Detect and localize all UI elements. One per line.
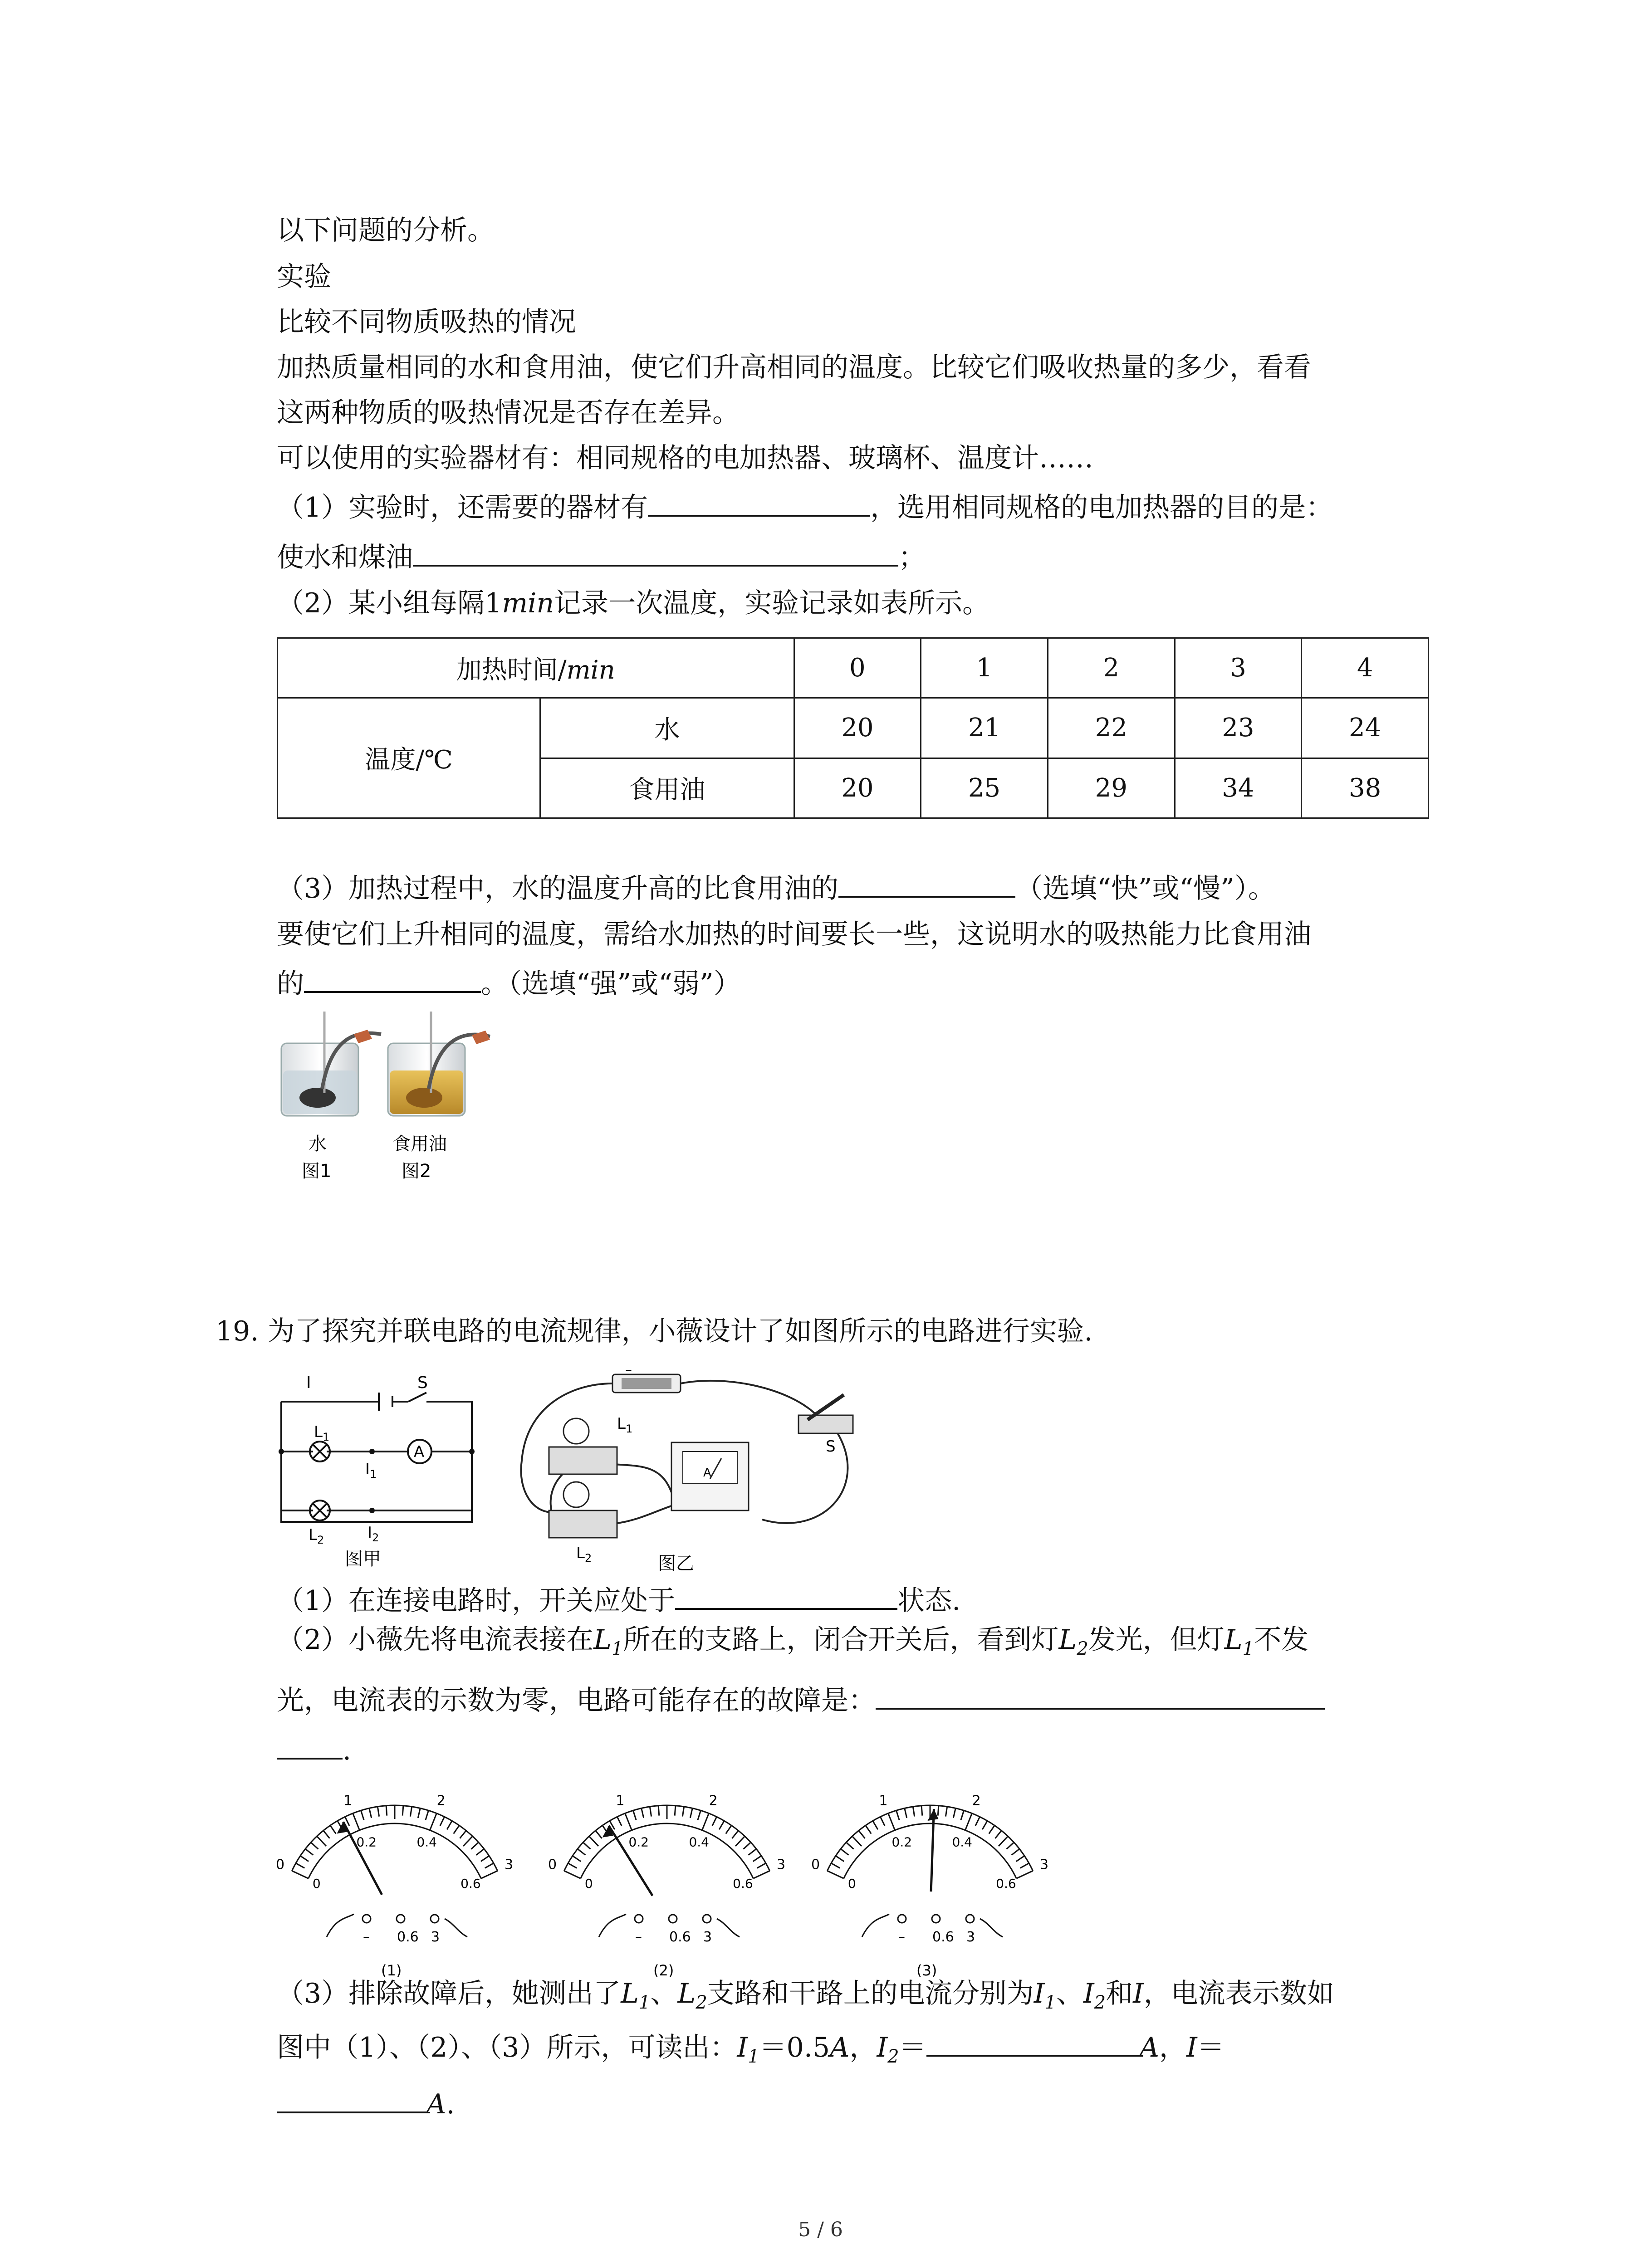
q18-equipment: 可以使用的实验器材有：相同规格的电加热器、玻璃杯、温度计…… bbox=[277, 442, 1093, 474]
terminal-label: 3 bbox=[703, 1929, 712, 1945]
sym-I: I bbox=[1133, 1978, 1144, 2009]
lower-tick-label: 0 bbox=[584, 1876, 593, 1891]
q18-p3-text-e: 。（选填“强”或“弱”） bbox=[481, 968, 741, 1000]
table-label-oil: 食用油 bbox=[540, 758, 794, 818]
upper-tick-label: 2 bbox=[972, 1793, 981, 1809]
label-fig-jia: 图甲 bbox=[345, 1549, 381, 1569]
q19-p3-text-f: ，电流表示数如 bbox=[1143, 1978, 1334, 2009]
q19-p1-text-b: 状态. bbox=[897, 1585, 961, 1617]
q19-p1-text-a: （1）在连接电路时，开关应处于 bbox=[277, 1585, 676, 1617]
q19-p3-text-c: 支路和干路上的电流分别为 bbox=[707, 1978, 1034, 2009]
table-cell: 23 bbox=[1175, 698, 1302, 758]
q18-p2-text-b: 记录一次温度，实验记录如表所示。 bbox=[554, 587, 990, 619]
q18-topic: 比较不同物质吸热的情况 bbox=[277, 306, 576, 338]
q18-p3-blank-speed[interactable] bbox=[838, 869, 1015, 898]
q18-section: 实验 bbox=[277, 261, 331, 293]
ammeter-label: (3) bbox=[916, 1962, 937, 1978]
ammeter-needle bbox=[343, 1822, 382, 1895]
table-cell: 20 bbox=[794, 698, 921, 758]
label-yi-S: S bbox=[826, 1437, 836, 1456]
q18-desc-1: 加热质量相同的水和食用油，使它们升高相同的温度。比较它们吸收热量的多少，看看 bbox=[277, 352, 1311, 383]
table-cell: 25 bbox=[921, 758, 1048, 818]
ammeter-readings bbox=[272, 1769, 1452, 1978]
q18-p2-text-a: （2）某小组每隔1 bbox=[277, 587, 502, 619]
ammeter-dial bbox=[276, 1793, 513, 1978]
page-number: 5 / 6 bbox=[798, 2218, 843, 2241]
q19-p2-blank-fault-cont[interactable] bbox=[277, 1730, 343, 1760]
q18-p3-text-d: 的 bbox=[277, 968, 304, 1000]
q19-p3-text-m: . bbox=[446, 2088, 455, 2120]
q19-p3-text-g: 图中（1）、（2）、（3）所示，可读出： bbox=[277, 2032, 737, 2063]
upper-tick-label: 2 bbox=[709, 1793, 718, 1809]
sym-A: A bbox=[830, 2032, 850, 2063]
table-cell: 20 bbox=[794, 758, 921, 818]
upper-tick-label: 3 bbox=[776, 1857, 786, 1873]
sym-I1-b: $I_1$ bbox=[737, 2032, 759, 2067]
q18-p1-text-a: （1）实验时，还需要的器材有 bbox=[277, 492, 648, 523]
q18-part-3 bbox=[277, 869, 1275, 907]
q19-part-2-cont bbox=[277, 1681, 1325, 1719]
sym-L1: $L_1$ bbox=[593, 1624, 623, 1659]
q19-p2-text-f: . bbox=[343, 1735, 352, 1766]
upper-tick-label: 0 bbox=[276, 1857, 285, 1873]
q19-p3-text-i: ， bbox=[849, 2032, 877, 2063]
lower-tick-label: 0.4 bbox=[952, 1834, 972, 1850]
label-S: S bbox=[417, 1374, 428, 1392]
q19-p2-text-e: 光，电流表的示数为零，电路可能存在的故障是： bbox=[277, 1685, 876, 1716]
label-water: 水 bbox=[309, 1134, 327, 1154]
table-cell: 0 bbox=[794, 638, 921, 698]
ammeter-needle bbox=[931, 1809, 934, 1892]
sym-A-c: A bbox=[426, 2088, 446, 2120]
q19-part-2 bbox=[277, 1622, 1308, 1667]
q19-p1-blank-switch[interactable] bbox=[675, 1581, 897, 1610]
terminal-label: – bbox=[898, 1929, 905, 1945]
q19-p3-blank-I[interactable] bbox=[277, 2084, 426, 2113]
q19-p3-text-l: ＝ bbox=[1197, 2032, 1225, 2063]
q18-p1-text-d: ； bbox=[898, 542, 926, 573]
q18-p3-text-a: （3）加热过程中，水的温度升高的比食用油的 bbox=[277, 873, 839, 904]
label-I: I bbox=[306, 1374, 311, 1392]
table-header-time: 加热时间/min bbox=[278, 638, 794, 698]
sym-I2-b: $I_2$ bbox=[877, 2032, 899, 2067]
lower-tick-label: 0.4 bbox=[416, 1834, 437, 1850]
sym-A-b: A bbox=[1139, 2032, 1159, 2063]
oil-beaker bbox=[388, 1012, 490, 1116]
table-cell: 21 bbox=[921, 698, 1048, 758]
q18-p1-text-c: 使水和煤油 bbox=[277, 542, 413, 573]
lower-tick-label: 0.6 bbox=[996, 1876, 1016, 1891]
q18-part-3-end bbox=[277, 964, 741, 1002]
q18-p1-text-b: ，选用相同规格的电加热器的目的是： bbox=[870, 492, 1333, 523]
lower-tick-label: 0.6 bbox=[733, 1876, 753, 1891]
water-beaker bbox=[281, 1012, 381, 1116]
sym-I-b: I bbox=[1186, 2032, 1197, 2063]
sym-L1-b: $L_1$ bbox=[1224, 1624, 1254, 1659]
q18-p2-unit: min bbox=[502, 587, 554, 619]
table-cell: 3 bbox=[1175, 638, 1302, 698]
upper-tick-label: 1 bbox=[343, 1793, 353, 1809]
beaker-figure bbox=[272, 1002, 517, 1193]
sym-I1: $I_1$ bbox=[1034, 1978, 1056, 2013]
q19-p2-blank-fault[interactable] bbox=[876, 1681, 1325, 1710]
label-fig2: 图2 bbox=[402, 1161, 431, 1182]
circuit-diagram-jia bbox=[272, 1361, 481, 1569]
q18-desc-2: 这两种物质的吸热情况是否存在差异。 bbox=[277, 397, 740, 429]
upper-tick-label: 1 bbox=[879, 1793, 888, 1809]
table-row-time bbox=[278, 638, 1429, 698]
terminal-label: 3 bbox=[966, 1929, 975, 1945]
label-yi-L1: $L_1$ bbox=[617, 1415, 633, 1435]
label-L2: $L_2$ bbox=[309, 1526, 324, 1546]
battery-minus: – bbox=[625, 1362, 632, 1378]
label-fig1: 图1 bbox=[302, 1161, 332, 1182]
ammeter-symbol: A bbox=[414, 1443, 425, 1461]
ammeter-label: (2) bbox=[653, 1962, 674, 1978]
label-yi-L2: $L_2$ bbox=[576, 1544, 592, 1564]
q18-p3-text-b: （选填“快”或“慢”）。 bbox=[1015, 873, 1275, 904]
table-cell: 4 bbox=[1302, 638, 1429, 698]
label-I2: $I_2$ bbox=[367, 1524, 379, 1544]
q19-p3-text-d: 、 bbox=[1056, 1978, 1083, 2009]
q19-part-1 bbox=[277, 1581, 960, 1619]
q19-part-3-end bbox=[277, 2084, 455, 2122]
q18-p3-blank-ability[interactable] bbox=[304, 964, 481, 993]
sym-L2-c: $L_2$ bbox=[677, 1978, 707, 2013]
q19-p3-text-k: ， bbox=[1159, 2032, 1186, 2063]
q19-p3-text-h: ＝0.5 bbox=[759, 2032, 830, 2063]
q19-part-3-cont bbox=[277, 2028, 1225, 2075]
q19-p2-text-d: 不发 bbox=[1254, 1624, 1309, 1656]
q18-part-1-cont bbox=[277, 538, 926, 576]
table-header-temp: 温度/℃ bbox=[278, 698, 540, 818]
label-fig-yi: 图乙 bbox=[658, 1553, 694, 1574]
q19-p2-text-b: 所在的支路上，闭合开关后，看到灯 bbox=[623, 1624, 1059, 1656]
ammeter-dial bbox=[811, 1793, 1048, 1978]
q19-p3-text-e: 和 bbox=[1106, 1978, 1133, 2009]
lower-tick-label: 0.2 bbox=[356, 1834, 377, 1850]
label-yi-A: A bbox=[703, 1466, 711, 1480]
lower-tick-label: 0 bbox=[312, 1876, 321, 1891]
table-cell: 1 bbox=[921, 638, 1048, 698]
q19-p3-text-b: 、 bbox=[650, 1978, 678, 2009]
terminal-label: 0.6 bbox=[397, 1929, 419, 1945]
q18-part-2 bbox=[277, 585, 989, 621]
sym-L1-c: $L_1$ bbox=[621, 1978, 651, 2013]
q19-part-3 bbox=[277, 1975, 1334, 2021]
q19-p3-text-j: ＝ bbox=[899, 2032, 926, 2063]
upper-tick-label: 1 bbox=[616, 1793, 625, 1809]
lower-tick-label: 0.4 bbox=[689, 1834, 709, 1850]
ammeter-label: (1) bbox=[381, 1962, 402, 1978]
temperature-table bbox=[277, 637, 1429, 819]
lower-tick-label: 0.2 bbox=[628, 1834, 649, 1850]
upper-tick-label: 2 bbox=[436, 1793, 446, 1809]
q19-p3-text-a: （3）排除故障后，她测出了 bbox=[277, 1978, 621, 2009]
upper-tick-label: 3 bbox=[504, 1857, 514, 1873]
q19-p3-blank-I2[interactable] bbox=[926, 2028, 1140, 2057]
table-cell: 22 bbox=[1048, 698, 1175, 758]
sym-I2: $I_2$ bbox=[1083, 1978, 1106, 2013]
q18-p1-blank-purpose[interactable] bbox=[413, 538, 898, 567]
circuit-photo-yi bbox=[508, 1356, 871, 1574]
label-L1: $L_1$ bbox=[314, 1423, 330, 1443]
table-cell: 29 bbox=[1048, 758, 1175, 818]
q18-intro: 以下问题的分析。 bbox=[277, 215, 495, 246]
q19-p2-text-a: （2）小薇先将电流表接在 bbox=[277, 1624, 594, 1656]
terminal-label: 0.6 bbox=[932, 1929, 954, 1945]
terminal-label: – bbox=[635, 1929, 642, 1945]
q19-stem: 19. 为了探究并联电路的电流规律，小薇设计了如图所示的电路进行实验. bbox=[216, 1315, 1093, 1347]
q19-part-2-end bbox=[277, 1730, 351, 1769]
ammeter-dial bbox=[548, 1793, 785, 1978]
q18-p1-blank-equipment[interactable] bbox=[648, 488, 870, 517]
label-oil: 食用油 bbox=[392, 1134, 447, 1154]
table-cell: 24 bbox=[1302, 698, 1429, 758]
lower-tick-label: 0 bbox=[847, 1876, 856, 1891]
lower-tick-label: 0.6 bbox=[460, 1876, 481, 1891]
q18-part-1 bbox=[277, 488, 1333, 526]
q19-p2-text-c: 发光，但灯 bbox=[1088, 1624, 1225, 1656]
label-I1: $I_1$ bbox=[365, 1460, 377, 1481]
terminal-label: – bbox=[363, 1929, 370, 1945]
upper-tick-label: 3 bbox=[1039, 1857, 1049, 1873]
table-cell: 34 bbox=[1175, 758, 1302, 818]
sym-L2: $L_2$ bbox=[1058, 1624, 1088, 1659]
table-label-water: 水 bbox=[540, 698, 794, 758]
table-row-water bbox=[278, 698, 1429, 758]
upper-tick-label: 0 bbox=[811, 1857, 820, 1873]
lower-tick-label: 0.2 bbox=[892, 1834, 912, 1850]
upper-tick-label: 0 bbox=[548, 1857, 557, 1873]
terminal-label: 3 bbox=[431, 1929, 440, 1945]
table-cell: 38 bbox=[1302, 758, 1429, 818]
table-cell: 2 bbox=[1048, 638, 1175, 698]
q18-part-3-cont: 要使它们上升相同的温度，需给水加热的时间要长一些，这说明水的吸热能力比食用油 bbox=[277, 919, 1311, 950]
terminal-label: 0.6 bbox=[669, 1929, 691, 1945]
